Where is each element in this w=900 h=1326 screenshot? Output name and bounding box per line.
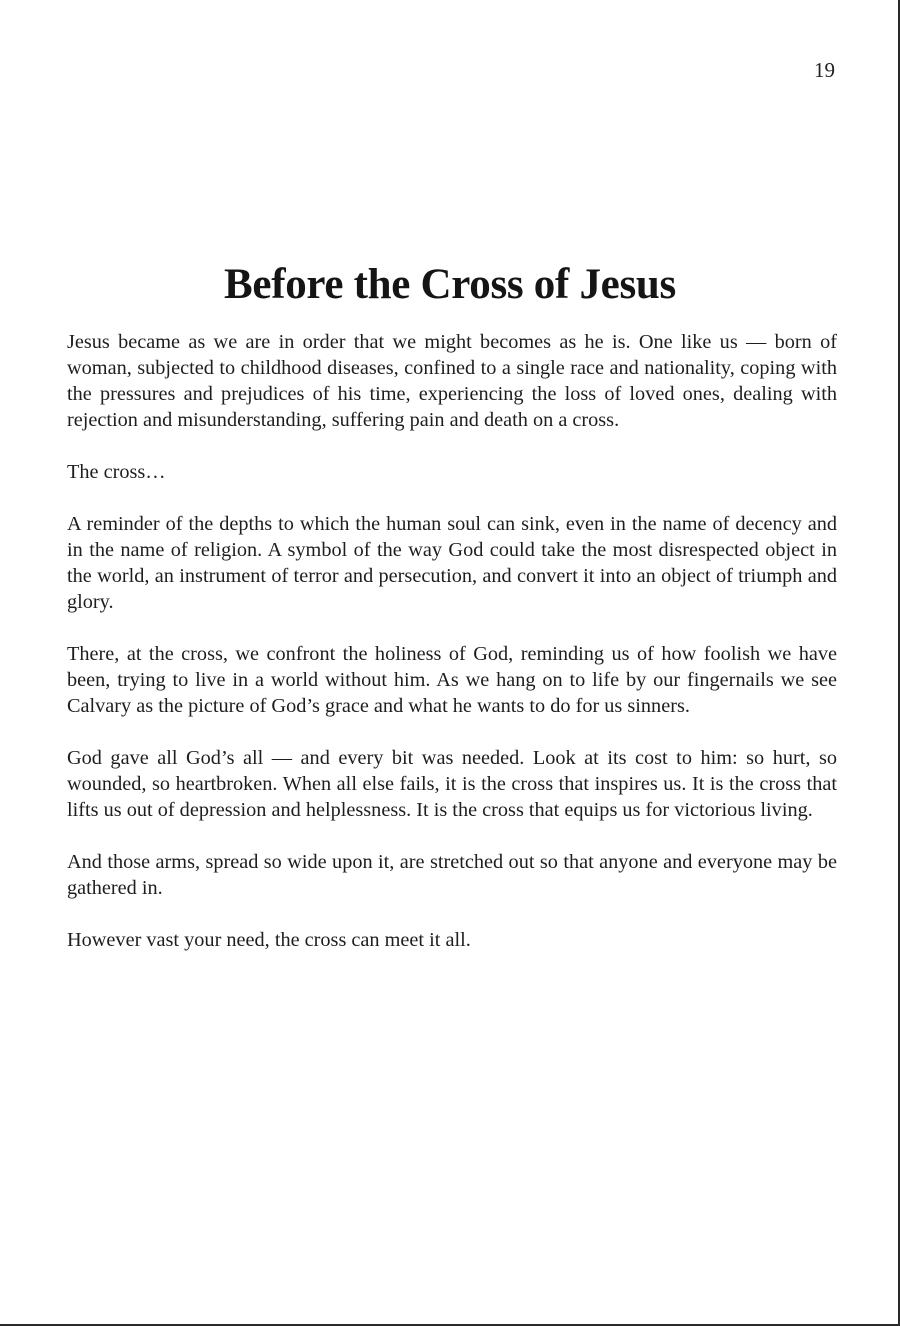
paragraph-jesus-became: Jesus became as we are in order that we might becomes as he is. One like us — born of woman, subjected to childhood diseases, confined to a single race and nationality, coping with the pressures and prejudices of his time, experiencing the loss of loved ones, dealing with rejection and misunderstanding, suffering pain and death on a cross. [67, 331, 837, 431]
paragraph-however-vast: However vast your need, the cross can meet it all. [67, 929, 471, 951]
page-title: Before the Cross of Jesus [224, 261, 676, 308]
paragraph-those-arms: And those arms, spread so wide upon it, are stretched out so that anyone and everyone may be gathered in. [67, 851, 837, 899]
paragraph-the-cross: The cross… [67, 461, 166, 483]
body-text [67, 329, 837, 979]
page-number: 19 [814, 58, 835, 82]
paragraph-a-reminder: A reminder of the depths to which the human soul can sink, even in the name of decency and in the name of religion. A symbol of the way God could take the most disrespected object in the world, an instrument of terror and persecution, and convert it into an object of triumph and glory. [67, 513, 837, 613]
paragraph-god-gave: God gave all God’s all — and every bit was needed. Look at its cost to him: so hurt, so wounded, so heartbroken. When all else fails, it is the cross that inspires us. It is the cross that lifts us out of depression and helplessness. It is the cross that equips us for victorious living. [67, 747, 837, 821]
paragraph-at-the-cross: There, at the cross, we confront the holiness of God, reminding us of how foolish we have been, trying to live in a world without him. As we hang on to life by our fingernails we see Calvary as the picture of God’s grace and what he wants to do for us sinners. [67, 643, 837, 717]
